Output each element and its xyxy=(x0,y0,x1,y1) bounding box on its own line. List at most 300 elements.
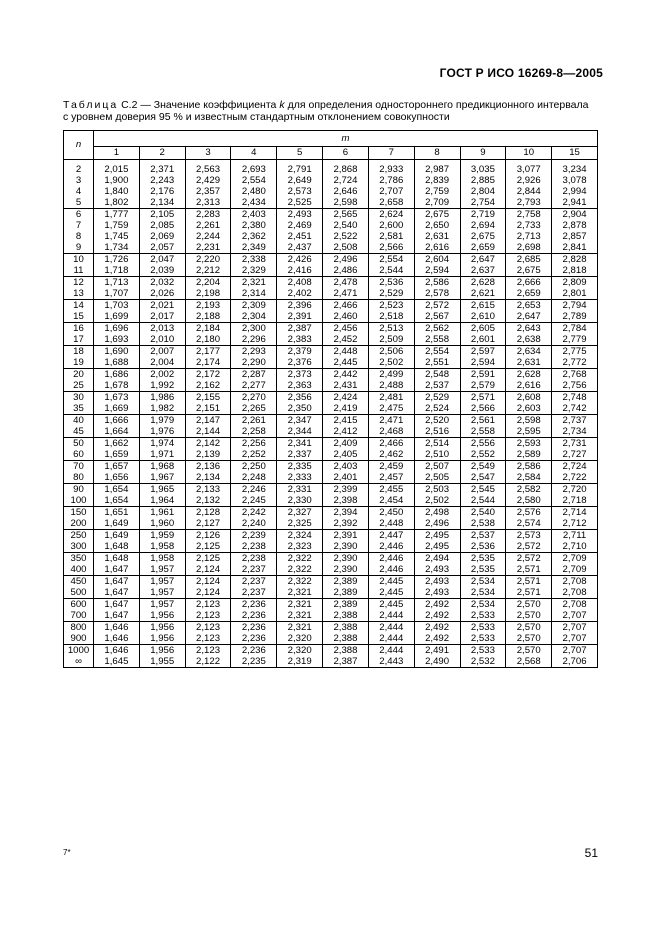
table-row xyxy=(64,288,598,300)
table-row xyxy=(64,357,598,369)
k-value: 2,454 xyxy=(368,495,414,507)
k-value: 2,388 xyxy=(323,633,369,645)
n-value: 18 xyxy=(64,346,94,358)
k-value: 2,389 xyxy=(323,587,369,599)
k-value: 2,828 xyxy=(552,254,598,266)
row-group xyxy=(64,530,598,553)
k-value: 1,673 xyxy=(94,392,140,404)
k-value: 2,708 xyxy=(552,599,598,611)
k-value: 2,593 xyxy=(506,438,552,450)
k-value: 2,624 xyxy=(368,209,414,221)
k-value: 2,007 xyxy=(139,346,185,358)
k-value: 2,123 xyxy=(185,599,231,611)
k-value: 2,320 xyxy=(277,633,323,645)
k-value: 2,809 xyxy=(552,277,598,289)
k-value: 2,322 xyxy=(277,564,323,576)
k-value: 2,270 xyxy=(231,392,277,404)
k-value: 2,709 xyxy=(552,564,598,576)
k-value: 2,556 xyxy=(460,438,506,450)
k-value: 2,363 xyxy=(277,380,323,392)
k-value: 2,180 xyxy=(185,334,231,346)
table-row xyxy=(64,220,598,231)
k-value: 2,508 xyxy=(323,242,369,254)
k-value: 2,322 xyxy=(277,553,323,565)
k-value: 2,534 xyxy=(460,587,506,599)
k-value: 2,344 xyxy=(277,426,323,438)
k-value: 1,657 xyxy=(94,461,140,473)
k-value: 2,387 xyxy=(277,323,323,335)
k-value: 2,582 xyxy=(506,484,552,496)
k-value: 2,707 xyxy=(552,610,598,622)
k-value: 2,176 xyxy=(139,186,185,197)
row-group xyxy=(64,300,598,323)
k-value: 1,646 xyxy=(94,645,140,657)
k-value: 2,248 xyxy=(231,472,277,484)
k-value: 2,478 xyxy=(323,277,369,289)
k-value: 2,712 xyxy=(552,518,598,530)
k-value: 2,551 xyxy=(414,357,460,369)
k-value: 2,236 xyxy=(231,622,277,634)
k-value: 2,649 xyxy=(277,175,323,186)
k-value: 2,547 xyxy=(460,472,506,484)
k-value: 2,444 xyxy=(368,622,414,634)
n-value: 11 xyxy=(64,265,94,277)
k-value: 2,124 xyxy=(185,576,231,588)
row-group xyxy=(64,576,598,599)
k-value: 2,231 xyxy=(185,242,231,254)
k-value: 2,904 xyxy=(552,209,598,221)
k-value: 2,010 xyxy=(139,334,185,346)
k-value: 1,734 xyxy=(94,242,140,254)
k-value: 1,696 xyxy=(94,323,140,335)
k-value: 1,649 xyxy=(94,530,140,542)
caption-dash: — xyxy=(140,99,151,111)
k-value: 2,707 xyxy=(368,186,414,197)
k-value: 1,957 xyxy=(139,587,185,599)
k-value: 2,573 xyxy=(506,530,552,542)
k-value: 2,604 xyxy=(414,254,460,266)
table-row xyxy=(64,403,598,415)
table-row xyxy=(64,231,598,242)
k-value: 2,561 xyxy=(460,415,506,427)
n-value: 5 xyxy=(64,197,94,209)
k-value: 1,957 xyxy=(139,599,185,611)
k-value: 2,548 xyxy=(414,369,460,381)
k-value: 2,446 xyxy=(368,541,414,553)
k-value: 2,445 xyxy=(368,587,414,599)
k-value: 1,645 xyxy=(94,656,140,668)
caption-variable: k xyxy=(279,99,285,111)
k-value: 2,144 xyxy=(185,426,231,438)
k-value: 2,628 xyxy=(506,369,552,381)
k-value: 2,714 xyxy=(552,507,598,519)
k-value: 2,507 xyxy=(414,461,460,473)
k-value: 2,415 xyxy=(323,415,369,427)
k-value: 1,986 xyxy=(139,392,185,404)
n-value: 900 xyxy=(64,633,94,645)
k-value: 2,013 xyxy=(139,323,185,335)
row-group xyxy=(64,346,598,369)
k-value: 1,956 xyxy=(139,645,185,657)
k-value: 2,357 xyxy=(185,186,231,197)
row-group xyxy=(64,277,598,300)
k-value: 2,445 xyxy=(368,576,414,588)
k-value: 2,371 xyxy=(139,160,185,176)
k-value: 2,868 xyxy=(323,160,369,176)
k-value: 2,801 xyxy=(552,288,598,300)
k-value: 2,731 xyxy=(552,438,598,450)
k-value: 2,545 xyxy=(460,484,506,496)
n-value: ∞ xyxy=(64,656,94,668)
n-value: 60 xyxy=(64,449,94,461)
k-value: 1,648 xyxy=(94,541,140,553)
table-row xyxy=(64,633,598,645)
k-value: 2,653 xyxy=(506,300,552,312)
k-value: 2,572 xyxy=(414,300,460,312)
k-value: 2,468 xyxy=(368,426,414,438)
n-column-header: n xyxy=(64,131,94,160)
k-value: 2,198 xyxy=(185,288,231,300)
k-value: 2,711 xyxy=(552,530,598,542)
k-value: 2,708 xyxy=(552,587,598,599)
k-value: 2,388 xyxy=(323,610,369,622)
k-value: 1,647 xyxy=(94,564,140,576)
n-value: 500 xyxy=(64,587,94,599)
k-value: 2,658 xyxy=(368,197,414,209)
k-value: 2,124 xyxy=(185,587,231,599)
n-value: 400 xyxy=(64,564,94,576)
k-value: 2,396 xyxy=(277,300,323,312)
table-row xyxy=(64,426,598,438)
k-value: 2,431 xyxy=(323,380,369,392)
k-value: 1,718 xyxy=(94,265,140,277)
k-value: 2,236 xyxy=(231,610,277,622)
k-value: 2,136 xyxy=(185,461,231,473)
k-value: 2,533 xyxy=(460,633,506,645)
k-value: 2,758 xyxy=(506,209,552,221)
k-value: 2,139 xyxy=(185,449,231,461)
k-value: 2,566 xyxy=(460,403,506,415)
caption-number: С.2 xyxy=(121,99,138,111)
k-value: 2,492 xyxy=(414,622,460,634)
k-value: 2,594 xyxy=(460,357,506,369)
k-value: 2,566 xyxy=(368,242,414,254)
k-value: 2,535 xyxy=(460,564,506,576)
k-value: 2,522 xyxy=(323,231,369,242)
k-value: 2,570 xyxy=(506,645,552,657)
k-value: 2,300 xyxy=(231,323,277,335)
k-value: 2,123 xyxy=(185,610,231,622)
table-row xyxy=(64,530,598,542)
n-value: 19 xyxy=(64,357,94,369)
k-value: 1,974 xyxy=(139,438,185,450)
n-value: 10 xyxy=(64,254,94,266)
k-value: 2,250 xyxy=(231,461,277,473)
k-value: 2,878 xyxy=(552,220,598,231)
k-value: 1,662 xyxy=(94,438,140,450)
k-value: 2,240 xyxy=(231,518,277,530)
k-value: 2,452 xyxy=(323,334,369,346)
k-value: 1,992 xyxy=(139,380,185,392)
k-value: 2,471 xyxy=(368,415,414,427)
k-value: 1,957 xyxy=(139,576,185,588)
k-value: 2,405 xyxy=(323,449,369,461)
k-value: 2,448 xyxy=(368,518,414,530)
k-value: 2,490 xyxy=(414,656,460,668)
k-value: 1,690 xyxy=(94,346,140,358)
k-value: 2,412 xyxy=(323,426,369,438)
k-value: 2,707 xyxy=(552,645,598,657)
n-value: 100 xyxy=(64,495,94,507)
document-id: ГОСТ Р ИСО 16269-8—2005 xyxy=(439,66,603,80)
k-value: 1,777 xyxy=(94,209,140,221)
k-value: 2,456 xyxy=(323,323,369,335)
k-value: 2,734 xyxy=(552,426,598,438)
k-value: 2,535 xyxy=(460,553,506,565)
k-value: 2,598 xyxy=(506,415,552,427)
k-value: 1,647 xyxy=(94,587,140,599)
n-value: 14 xyxy=(64,300,94,312)
k-value: 2,373 xyxy=(277,369,323,381)
k-value: 2,321 xyxy=(231,277,277,289)
k-value: 2,290 xyxy=(231,357,277,369)
k-value: 2,498 xyxy=(414,507,460,519)
k-value: 2,571 xyxy=(506,564,552,576)
column-header-row xyxy=(64,147,598,160)
k-value: 2,563 xyxy=(185,160,231,176)
row-group xyxy=(64,461,598,484)
n-value: 1000 xyxy=(64,645,94,657)
n-value: 7 xyxy=(64,220,94,231)
k-value: 2,398 xyxy=(323,495,369,507)
k-value: 2,567 xyxy=(414,311,460,323)
k-value: 2,659 xyxy=(506,288,552,300)
k-value: 2,125 xyxy=(185,541,231,553)
k-value: 2,518 xyxy=(368,311,414,323)
k-value: 2,710 xyxy=(552,541,598,553)
k-value: 2,502 xyxy=(414,495,460,507)
k-value: 2,277 xyxy=(231,380,277,392)
k-value: 2,568 xyxy=(506,656,552,668)
k-value: 2,128 xyxy=(185,507,231,519)
k-value: 3,035 xyxy=(460,160,506,176)
n-value: 15 xyxy=(64,311,94,323)
k-value: 2,724 xyxy=(552,461,598,473)
k-value: 1,960 xyxy=(139,518,185,530)
k-value: 2,499 xyxy=(368,369,414,381)
k-value: 1,958 xyxy=(139,553,185,565)
k-value: 1,693 xyxy=(94,334,140,346)
k-value: 2,475 xyxy=(368,403,414,415)
k-value: 2,392 xyxy=(323,518,369,530)
k-value: 2,616 xyxy=(506,380,552,392)
k-value: 2,394 xyxy=(323,507,369,519)
k-value: 2,122 xyxy=(185,656,231,668)
k-value: 2,502 xyxy=(368,357,414,369)
k-value: 2,709 xyxy=(414,197,460,209)
k-value: 2,133 xyxy=(185,484,231,496)
n-value: 250 xyxy=(64,530,94,542)
k-value: 2,994 xyxy=(552,186,598,197)
k-value: 2,243 xyxy=(139,175,185,186)
k-value: 2,457 xyxy=(368,472,414,484)
k-value: 1,654 xyxy=(94,495,140,507)
table-row xyxy=(64,197,598,209)
k-value: 2,647 xyxy=(460,254,506,266)
k-value: 2,460 xyxy=(323,311,369,323)
k-value: 2,576 xyxy=(506,507,552,519)
k-value: 2,646 xyxy=(323,186,369,197)
k-value: 2,804 xyxy=(460,186,506,197)
table-row xyxy=(64,622,598,634)
k-value: 1,957 xyxy=(139,564,185,576)
n-value: 16 xyxy=(64,323,94,335)
row-group xyxy=(64,254,598,277)
k-value: 2,491 xyxy=(414,645,460,657)
n-value: 45 xyxy=(64,426,94,438)
k-value: 2,926 xyxy=(506,175,552,186)
coefficient-table xyxy=(63,130,598,668)
k-value: 2,459 xyxy=(368,461,414,473)
k-value: 2,451 xyxy=(277,231,323,242)
n-value: 2 xyxy=(64,160,94,176)
n-value: 12 xyxy=(64,277,94,289)
k-value: 2,581 xyxy=(368,231,414,242)
column-header-m-7: 7 xyxy=(368,147,414,160)
k-value: 2,313 xyxy=(185,197,231,209)
k-value: 1,647 xyxy=(94,610,140,622)
n-value: 700 xyxy=(64,610,94,622)
table-row xyxy=(64,599,598,611)
k-value: 2,126 xyxy=(185,530,231,542)
k-value: 2,693 xyxy=(231,160,277,176)
n-value: 30 xyxy=(64,392,94,404)
n-value: 300 xyxy=(64,541,94,553)
k-value: 2,446 xyxy=(368,553,414,565)
k-value: 2,462 xyxy=(368,449,414,461)
k-value: 2,524 xyxy=(414,403,460,415)
k-value: 2,237 xyxy=(231,587,277,599)
k-value: 2,540 xyxy=(460,507,506,519)
table-row xyxy=(64,175,598,186)
row-group xyxy=(64,645,598,668)
table-row xyxy=(64,461,598,473)
column-header-m-8: 8 xyxy=(414,147,460,160)
k-value: 2,321 xyxy=(277,587,323,599)
k-value: 2,424 xyxy=(323,392,369,404)
k-value: 1,759 xyxy=(94,220,140,231)
k-value: 2,492 xyxy=(414,633,460,645)
table-row xyxy=(64,553,598,565)
row-group xyxy=(64,507,598,530)
k-value: 2,442 xyxy=(323,369,369,381)
k-value: 1,961 xyxy=(139,507,185,519)
k-value: 2,579 xyxy=(460,380,506,392)
column-header-m-4: 4 xyxy=(231,147,277,160)
k-value: 2,471 xyxy=(323,288,369,300)
k-value: 2,155 xyxy=(185,392,231,404)
k-value: 2,323 xyxy=(277,541,323,553)
k-value: 2,123 xyxy=(185,622,231,634)
k-value: 2,727 xyxy=(552,449,598,461)
k-value: 2,402 xyxy=(277,288,323,300)
k-value: 2,534 xyxy=(460,576,506,588)
k-value: 1,967 xyxy=(139,472,185,484)
column-header-m-9: 9 xyxy=(460,147,506,160)
n-value: 8 xyxy=(64,231,94,242)
n-value: 25 xyxy=(64,380,94,392)
n-value: 3 xyxy=(64,175,94,186)
k-value: 2,387 xyxy=(323,656,369,668)
k-value: 2,675 xyxy=(460,231,506,242)
column-header-m-1: 1 xyxy=(94,147,140,160)
k-value: 2,707 xyxy=(552,633,598,645)
table-row xyxy=(64,242,598,254)
k-value: 2,349 xyxy=(231,242,277,254)
k-value: 2,506 xyxy=(368,346,414,358)
k-value: 2,125 xyxy=(185,553,231,565)
k-value: 2,496 xyxy=(323,254,369,266)
k-value: 2,237 xyxy=(231,564,277,576)
table-row xyxy=(64,369,598,381)
k-value: 2,335 xyxy=(277,461,323,473)
k-value: 2,445 xyxy=(323,357,369,369)
k-value: 2,615 xyxy=(460,300,506,312)
k-value: 2,554 xyxy=(231,175,277,186)
k-value: 2,047 xyxy=(139,254,185,266)
k-value: 2,362 xyxy=(231,231,277,242)
table-row xyxy=(64,311,598,323)
k-value: 2,605 xyxy=(460,323,506,335)
table-row xyxy=(64,495,598,507)
footer-mark: 7* xyxy=(63,848,71,857)
k-value: 2,608 xyxy=(506,392,552,404)
k-value: 2,580 xyxy=(506,495,552,507)
k-value: 2,775 xyxy=(552,346,598,358)
k-value: 2,338 xyxy=(231,254,277,266)
k-value: 2,403 xyxy=(323,461,369,473)
k-value: 2,570 xyxy=(506,599,552,611)
k-value: 2,379 xyxy=(277,346,323,358)
k-value: 2,534 xyxy=(460,599,506,611)
table-row xyxy=(64,277,598,289)
row-group xyxy=(64,438,598,461)
k-value: 2,481 xyxy=(368,392,414,404)
k-value: 2,261 xyxy=(231,415,277,427)
k-value: 2,327 xyxy=(277,507,323,519)
k-value: 2,589 xyxy=(506,449,552,461)
table-row xyxy=(64,160,598,176)
k-value: 2,839 xyxy=(414,175,460,186)
k-value: 2,578 xyxy=(414,288,460,300)
k-value: 2,722 xyxy=(552,472,598,484)
k-value: 1,976 xyxy=(139,426,185,438)
k-value: 2,768 xyxy=(552,369,598,381)
k-value: 2,841 xyxy=(552,242,598,254)
n-value: 150 xyxy=(64,507,94,519)
n-value: 13 xyxy=(64,288,94,300)
k-value: 2,709 xyxy=(552,553,598,565)
k-value: 2,172 xyxy=(185,369,231,381)
k-value: 2,246 xyxy=(231,484,277,496)
n-value: 9 xyxy=(64,242,94,254)
table-row xyxy=(64,610,598,622)
k-value: 2,238 xyxy=(231,541,277,553)
k-value: 2,321 xyxy=(277,622,323,634)
n-value: 4 xyxy=(64,186,94,197)
k-value: 2,236 xyxy=(231,633,277,645)
k-value: 2,403 xyxy=(231,209,277,221)
